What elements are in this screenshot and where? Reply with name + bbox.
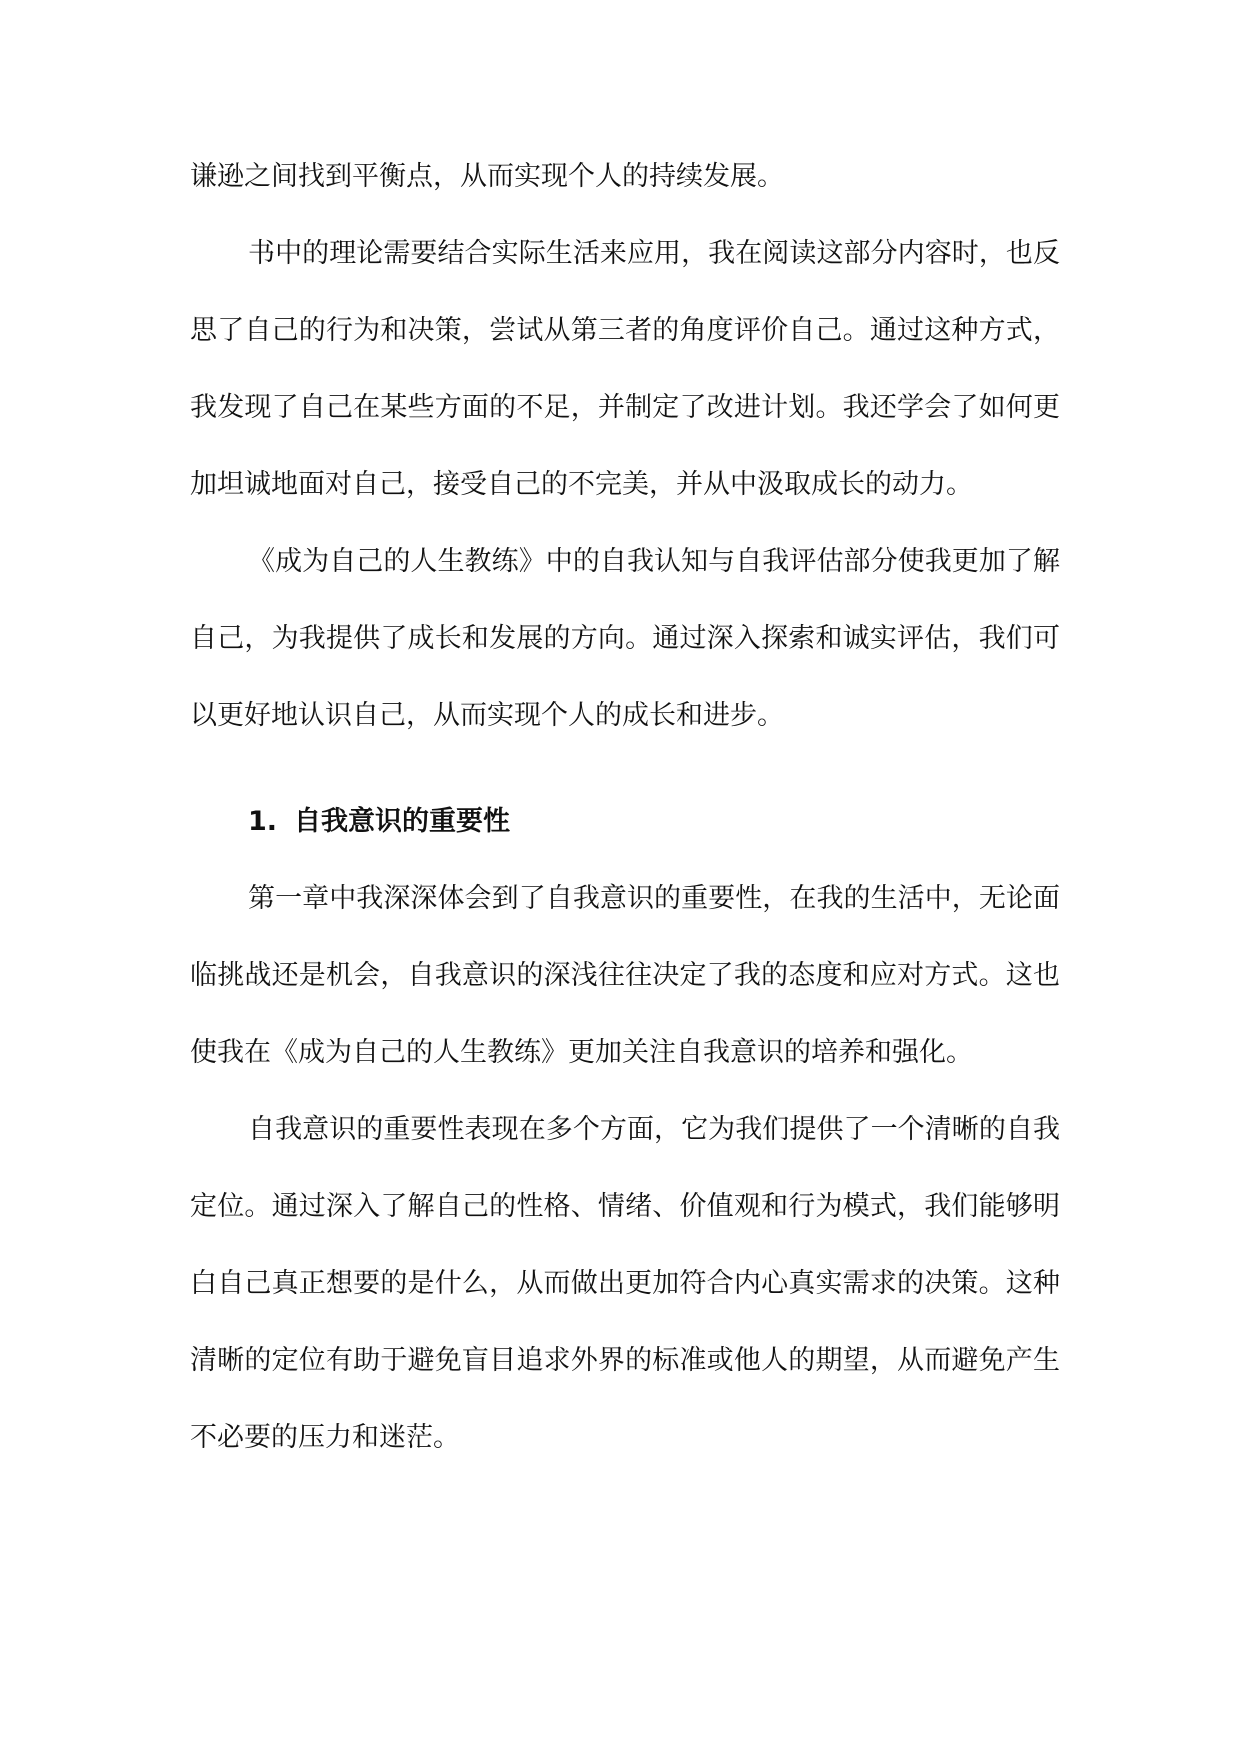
section-heading: [190, 783, 1060, 860]
paragraph-reflection: 书中的理论需要结合实际生活来应用，我在阅读这部分内容时，也反思了自己的行为和决策，尝试从第三者的角度评价自己。通过这种方式，我发现了自己在某些方面的不足，并制定了改进计划。我还学会了如何更加坦诚地面对自己，接受自己的不完美，并从中汲取成长的动力。: [190, 238, 1060, 500]
paragraph-chapter-one: 第一章中我深深体会到了自我意识的重要性，在我的生活中，无论面临挑战还是机会，自我意识的深浅往往决定了我的态度和应对方式。这也使我在《成为自己的人生教练》更加关注自我意识的培养和强化。: [190, 883, 1060, 1068]
section-number: 1.: [248, 806, 278, 837]
paragraph-continuation: 谦逊之间找到平衡点，从而实现个人的持续发展。: [190, 161, 784, 192]
paragraph-self-awareness: 自我意识的重要性表现在多个方面，它为我们提供了一个清晰的自我定位。通过深入了解自己的性格、情绪、价值观和行为模式，我们能够明白自己真正想要的是什么，从而做出更加符合内心真实需求的决策。这种清晰的定位有助于避免盲目追求外界的标准或他人的期望，从而避免产生不必要的压力和迷茫。: [190, 1114, 1060, 1453]
section-title: 自我意识的重要性: [294, 806, 510, 837]
paragraph-summary: 《成为自己的人生教练》中的自我认知与自我评估部分使我更加了解自己，为我提供了成长和发展的方向。通过深入探索和诚实评估，我们可以更好地认识自己，从而实现个人的成长和进步。: [190, 546, 1060, 731]
document-page: [190, 138, 1060, 1476]
